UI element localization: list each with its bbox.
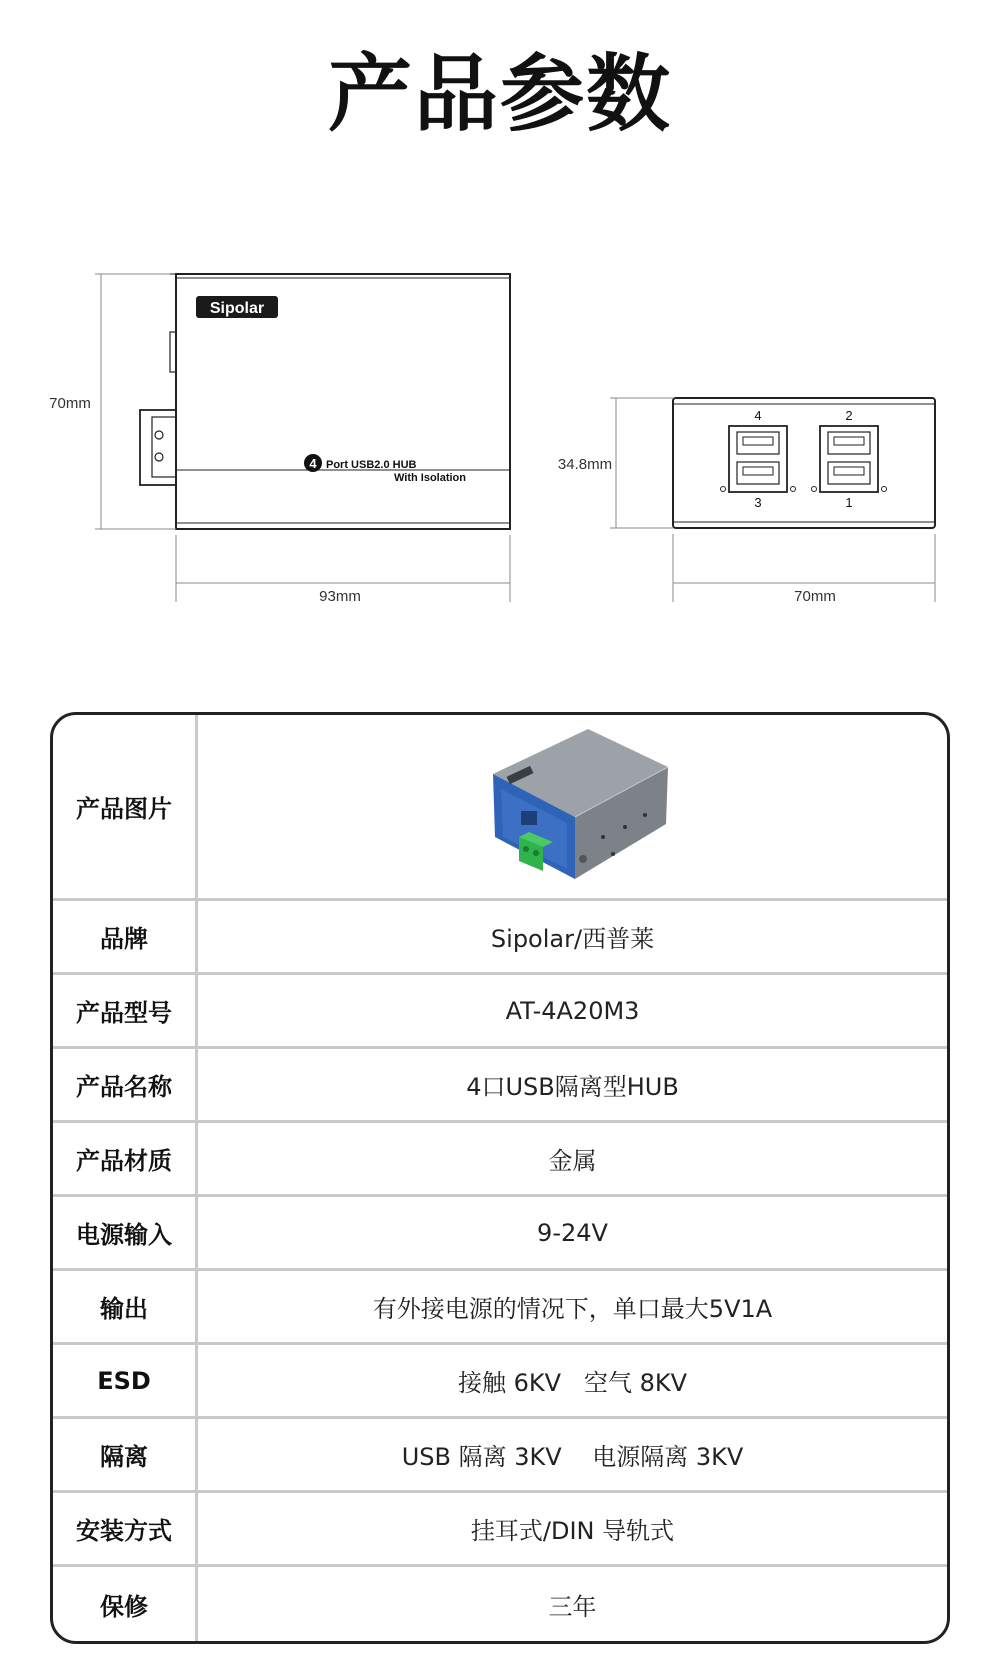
page-title: 产品参数 (327, 45, 672, 143)
spec-label: 保修 (53, 1567, 198, 1641)
right-width-dim: 70mm (794, 588, 836, 605)
spec-value: USB 隔离 3KV 电源隔离 3KV (401, 1443, 744, 1471)
spec-value: 4口USB隔离型HUB (466, 1073, 679, 1101)
spec-label: 品牌 (53, 901, 198, 972)
spec-row (53, 1046, 947, 1120)
spec-label: 产品图片 (53, 715, 198, 898)
spec-value: Sipolar/西普莱 (490, 925, 655, 953)
spec-label: 电源输入 (53, 1197, 198, 1268)
left-height-dim: 70mm (49, 395, 91, 412)
hub-label-line2: With Isolation (393, 472, 466, 484)
spec-label: 安装方式 (53, 1493, 198, 1564)
spec-table (50, 712, 950, 1644)
spec-row-image (53, 715, 947, 898)
logo-text: Sipolar (209, 300, 265, 317)
spec-label: 产品型号 (53, 975, 198, 1046)
spec-row (53, 1564, 947, 1641)
dimension-drawing (0, 250, 1000, 620)
spec-row (53, 1194, 947, 1268)
port-number-3: 3 (754, 495, 762, 510)
spec-row (53, 1268, 947, 1342)
side-view (95, 274, 510, 602)
spec-label: ESD (53, 1345, 198, 1416)
product-photo (198, 715, 947, 898)
spec-row (53, 1490, 947, 1564)
port-number-2: 2 (845, 408, 853, 423)
spec-value: 9-24V (537, 1218, 608, 1247)
spec-value: 挂耳式/DIN 导轨式 (470, 1517, 675, 1545)
spec-label: 输出 (53, 1271, 198, 1342)
port-count-text: 4 (309, 456, 317, 471)
spec-value: 有外接电源的情况下，单口最大5V1A (372, 1295, 773, 1323)
spec-value: 接触 6KV 空气 8KV (458, 1369, 687, 1397)
spec-row (53, 972, 947, 1046)
spec-label: 产品材质 (53, 1123, 198, 1194)
end-view (610, 398, 935, 602)
left-width-dim: 93mm (319, 588, 361, 605)
spec-row (53, 898, 947, 972)
spec-value: 三年 (548, 1592, 597, 1621)
spec-value: 金属 (548, 1147, 597, 1175)
port-number-4: 4 (754, 408, 762, 423)
product-image (463, 719, 683, 894)
spec-label: 隔离 (53, 1419, 198, 1490)
hub-label-line1: Port USB2.0 HUB (326, 459, 417, 471)
port-number-1: 1 (845, 495, 853, 510)
spec-row (53, 1120, 947, 1194)
spec-label: 产品名称 (53, 1049, 198, 1120)
spec-row (53, 1416, 947, 1490)
right-height-dim: 34.8mm (557, 456, 613, 473)
spec-value: AT-4A20M3 (505, 996, 640, 1025)
spec-row (53, 1342, 947, 1416)
